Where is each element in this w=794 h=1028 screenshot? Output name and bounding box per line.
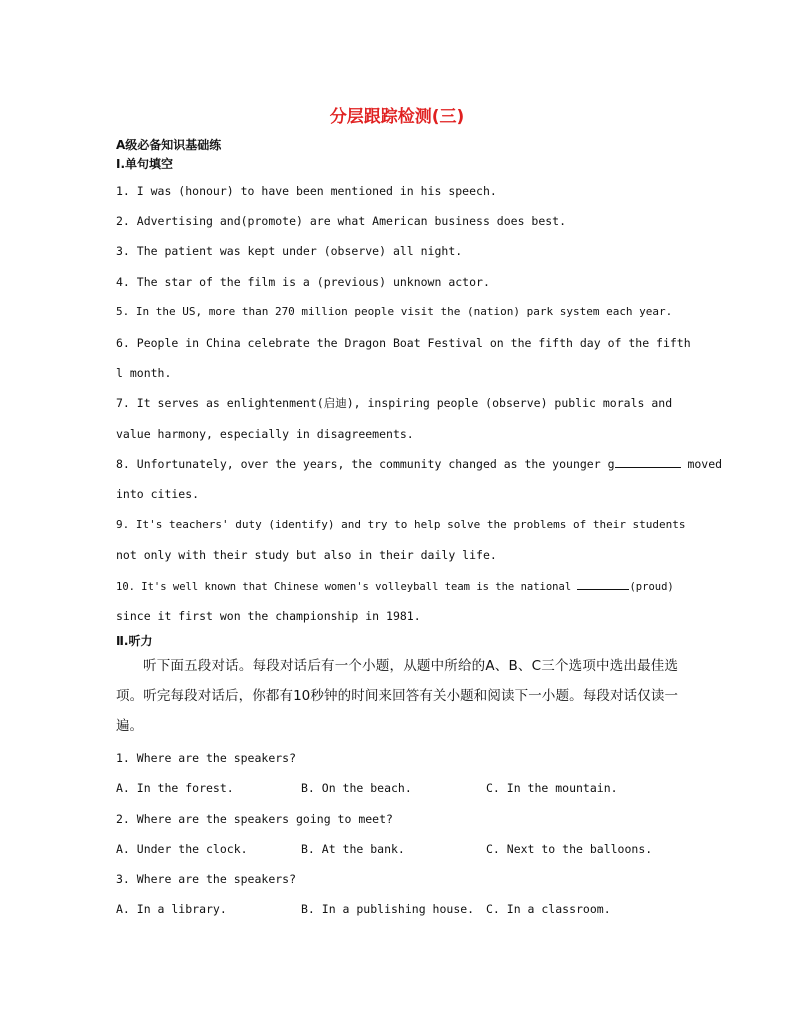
fill-line-8 [116, 456, 723, 472]
option-a[interactable]: A. In the forest. [116, 781, 234, 795]
option-b[interactable]: B. At the bank. [301, 842, 405, 856]
question-1: 1. Where are the speakers? [116, 751, 297, 765]
fill-line-7: 7. It serves as enlightenment(启迪), inspiring people (observe) public morals and [116, 396, 673, 410]
fill-line-8-cont: into cities. [116, 487, 200, 501]
fill-line-10-cont: since it first won the championship in 1981. [116, 609, 421, 623]
question-2-options [116, 841, 678, 857]
option-c[interactable]: C. In the mountain. [486, 781, 618, 795]
option-b[interactable]: B. On the beach. [301, 781, 412, 795]
question-2: 2. Where are the speakers going to meet? [116, 812, 393, 826]
option-c[interactable]: C. Next to the balloons. [486, 842, 653, 856]
level-heading: A级必备知识基础练 [116, 138, 222, 152]
fill-line-6: 6. People in China celebrate the Dragon Boat Festival on the fifth day of the fifth [116, 336, 691, 350]
question-3-options [116, 901, 678, 917]
fill-line-2: 2. Advertising and(promote) are what American business does best. [116, 214, 567, 228]
fill-line-4: 4. The star of the film is a (previous) unknown actor. [116, 275, 490, 289]
question-1-options [116, 780, 678, 796]
question-3: 3. Where are the speakers? [116, 872, 297, 886]
fill-line-8-text: 8. Unfortunately, over the years, the community changed as the younger g [116, 457, 615, 471]
fill-line-10-tail: (proud) [629, 581, 674, 593]
fill-line-9-cont: not only with their study but also in their daily life. [116, 548, 497, 562]
section-1-heading: Ⅰ.单句填空 [116, 157, 174, 171]
page-title: 分层跟踪检测(三) [329, 107, 465, 127]
answer-blank[interactable] [577, 578, 629, 590]
listening-instructions: 听下面五段对话。每段对话后有一个小题，从题中所给的A、B、C三个选项中选出最佳选项。听完每段对话后，你都有10秒钟的时间来回答有关小题和阅读下一小题。每段对话仅读一遍。 [116, 658, 678, 734]
section-2-heading: Ⅱ.听力 [116, 634, 153, 648]
fill-line-3: 3. The patient was kept under (observe) all night. [116, 244, 463, 258]
fill-line-7-cont: value harmony, especially in disagreements. [116, 427, 414, 441]
fill-line-6-cont: l month. [116, 366, 172, 380]
option-c[interactable]: C. In a classroom. [486, 902, 611, 916]
option-a[interactable]: A. Under the clock. [116, 842, 248, 856]
fill-line-9: 9. It's teachers' duty (identify) and try to help solve the problems of their students [116, 518, 686, 531]
fill-line-10-text: 10. It's well known that Chinese women's volleyball team is the national [116, 581, 572, 593]
fill-line-1: 1. I was (honour) to have been mentioned in his speech. [116, 184, 497, 198]
option-b[interactable]: B. In a publishing house. [301, 902, 475, 916]
fill-line-10 [116, 578, 678, 595]
fill-line-8-tail: moved [687, 457, 723, 471]
option-a[interactable]: A. In a library. [116, 902, 227, 916]
answer-blank[interactable] [615, 456, 681, 468]
fill-line-5: 5. In the US, more than 270 million people visit the (nation) park system each year. [116, 305, 673, 318]
